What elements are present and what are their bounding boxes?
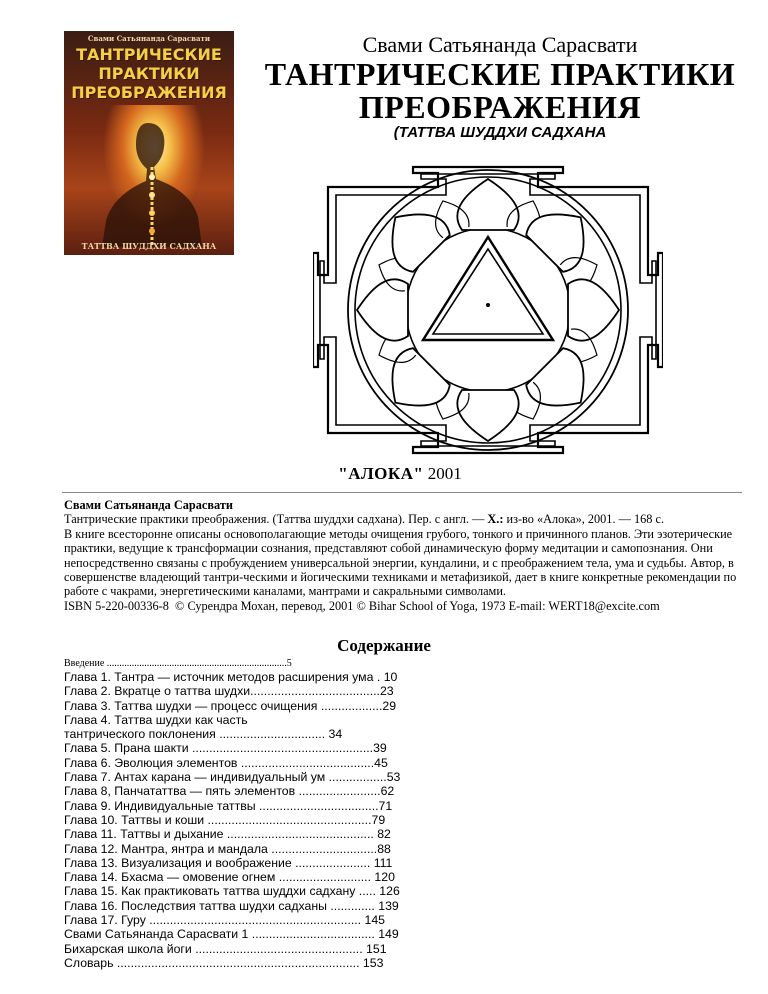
biblio-city: Х.:	[487, 512, 504, 527]
biblio-annotation: В книге всесторонне описаны основополагающие методы очищения грубого, тонкого и причинного планов. Эти эзотерические практики, ведущие к трансформации сознания, представляют собой динамическую форму медитации и самопознания. Они непосредственно связаны с пробуждением универсальной энергии, кундалини, и с преображением тела, ума и судьбы. Автор, в совершенстве владеющий тантри-ческими и йогическими техниками и метафизикой, дает в книге конкретные рекомендации по работе с чакрами, энергетическими каналами, мантрами и сакральными символами.	[64, 526, 737, 599]
toc-entry: Глава 14. Бхасма — омовение огнем ........................... 120	[64, 870, 395, 885]
toc-entry: Глава 3. Таттва шудхи — процесс очищения ..................29	[64, 698, 397, 713]
toc-entry: Глава 8, Панчататтва — пять элементов ........................62	[64, 784, 395, 799]
toc-entry: Глава 5. Прана шакти .....................................................39	[64, 741, 387, 756]
toc-entry: Глава 4. Таттва шудхи как часть	[64, 712, 248, 727]
bindu-dot	[486, 303, 490, 307]
biblio-citation-publisher: из-во «Алока», 2001. — 168 с.	[503, 512, 665, 527]
toc-entry: Глава 13. Визуализация и воображение ...................... 111	[64, 855, 393, 870]
cover-subtitle: ТАТТВА ШУДДХИ САДХАНА	[81, 241, 217, 251]
cover-author: Свами Сатьянанда Сарасвати	[87, 34, 211, 43]
lotus-petal	[523, 345, 602, 424]
toc-entry: Словарь ....................................................................... 153	[64, 955, 384, 970]
contact-email: E-mail: WERT18@excite.com	[508, 598, 660, 613]
cover-title-line: ПРЕОБРАЖЕНИЯ	[71, 83, 227, 102]
toc-entry: Свами Сатьянанда Сарасвати 1 .................................... 149	[64, 927, 399, 942]
toc-entry: Глава 1. Тантра — источник методов расширения ума . 10	[64, 670, 398, 684]
publisher-line	[260, 464, 540, 484]
biblio-author: Свами Сатьянанда Сарасвати	[64, 498, 233, 512]
toc-heading: Содержание	[337, 636, 431, 655]
toc-entry: Глава 10. Таттвы и коши ................................................79	[64, 812, 386, 827]
cover-title	[64, 45, 234, 102]
cover-title-line: ТАНТРИЧЕСКИЕ	[76, 45, 222, 64]
bibliographic-description	[64, 498, 744, 613]
biblio-citation-text: Тантрические практики преображения. (Таттва шуддхи садхана). Пер. с англ. —	[64, 512, 488, 527]
lotus-petal	[374, 345, 453, 424]
toc-entry: Глава 11. Таттвы и дыхание ........................................... 82	[64, 827, 391, 842]
book-subtitle: (ТАТТВА ШУДДХИ САДХАНА	[393, 124, 607, 141]
publication-year: 2001	[427, 464, 462, 483]
cover-title-line: ПРАКТИКИ	[98, 64, 200, 83]
lotus-petal	[457, 390, 518, 441]
book-title-line: ТАНТРИЧЕСКИЕ ПРАКТИКИ	[264, 56, 736, 92]
yantra-illustration	[313, 165, 663, 455]
toc-entry: Глава 12. Мантра, янтра и мандала ...............................88	[64, 841, 391, 856]
lotus-petal	[568, 279, 619, 340]
book-cover-image	[64, 31, 234, 255]
toc-entry-intro: Введение ........................................................................5	[64, 658, 292, 669]
toc-entry: Глава 17. Гуру .............................................................. 145	[64, 913, 386, 928]
toc-entry: Глава 7. Антах карана — индивидуальный ум .................53	[64, 770, 401, 785]
toc-entry: Глава 15. Как практиковать таттва шуддхи садхану ..... 126	[64, 884, 400, 899]
publisher-name: "АЛОКА"	[338, 464, 424, 483]
toc-entry: Глава 6. Эволюция элементов .......................................45	[64, 755, 388, 770]
toc-entry: Глава 9. Индивидуальные таттвы ...................................71	[64, 798, 393, 813]
lotus-petal	[357, 279, 408, 340]
biblio-citation	[64, 512, 744, 526]
divider	[62, 492, 742, 493]
cover-figure-silhouette	[102, 117, 202, 247]
copyright-translation: © Сурендра Мохан, перевод, 2001	[175, 598, 354, 613]
book-author: Свами Сатьянанда Сарасвати	[362, 32, 638, 57]
book-title-line: ПРЕОБРАЖЕНИЯ	[358, 89, 642, 125]
lotus-petals	[357, 179, 619, 441]
biblio-isbn-line	[64, 599, 744, 613]
toc-entry: тантрического поклонения ............................... 34	[64, 727, 343, 742]
lotus-petal	[457, 179, 518, 230]
lotus-petal	[374, 196, 453, 275]
toc-entry: Бихарская школа йоги ................................................. 151	[64, 941, 387, 956]
toc-entry: Глава 2. Вкратце о таттва шудхи......................................23	[64, 684, 394, 699]
book-title	[240, 58, 760, 124]
table-of-contents	[64, 658, 464, 970]
lotus-petal	[523, 196, 602, 275]
isbn: ISBN 5-220-00336-8	[64, 598, 169, 613]
copyright-original: © Bihar School of Yoga, 1973	[356, 598, 506, 613]
toc-entry: Глава 16. Последствия таттва шудхи садханы ............. 139	[64, 898, 399, 913]
